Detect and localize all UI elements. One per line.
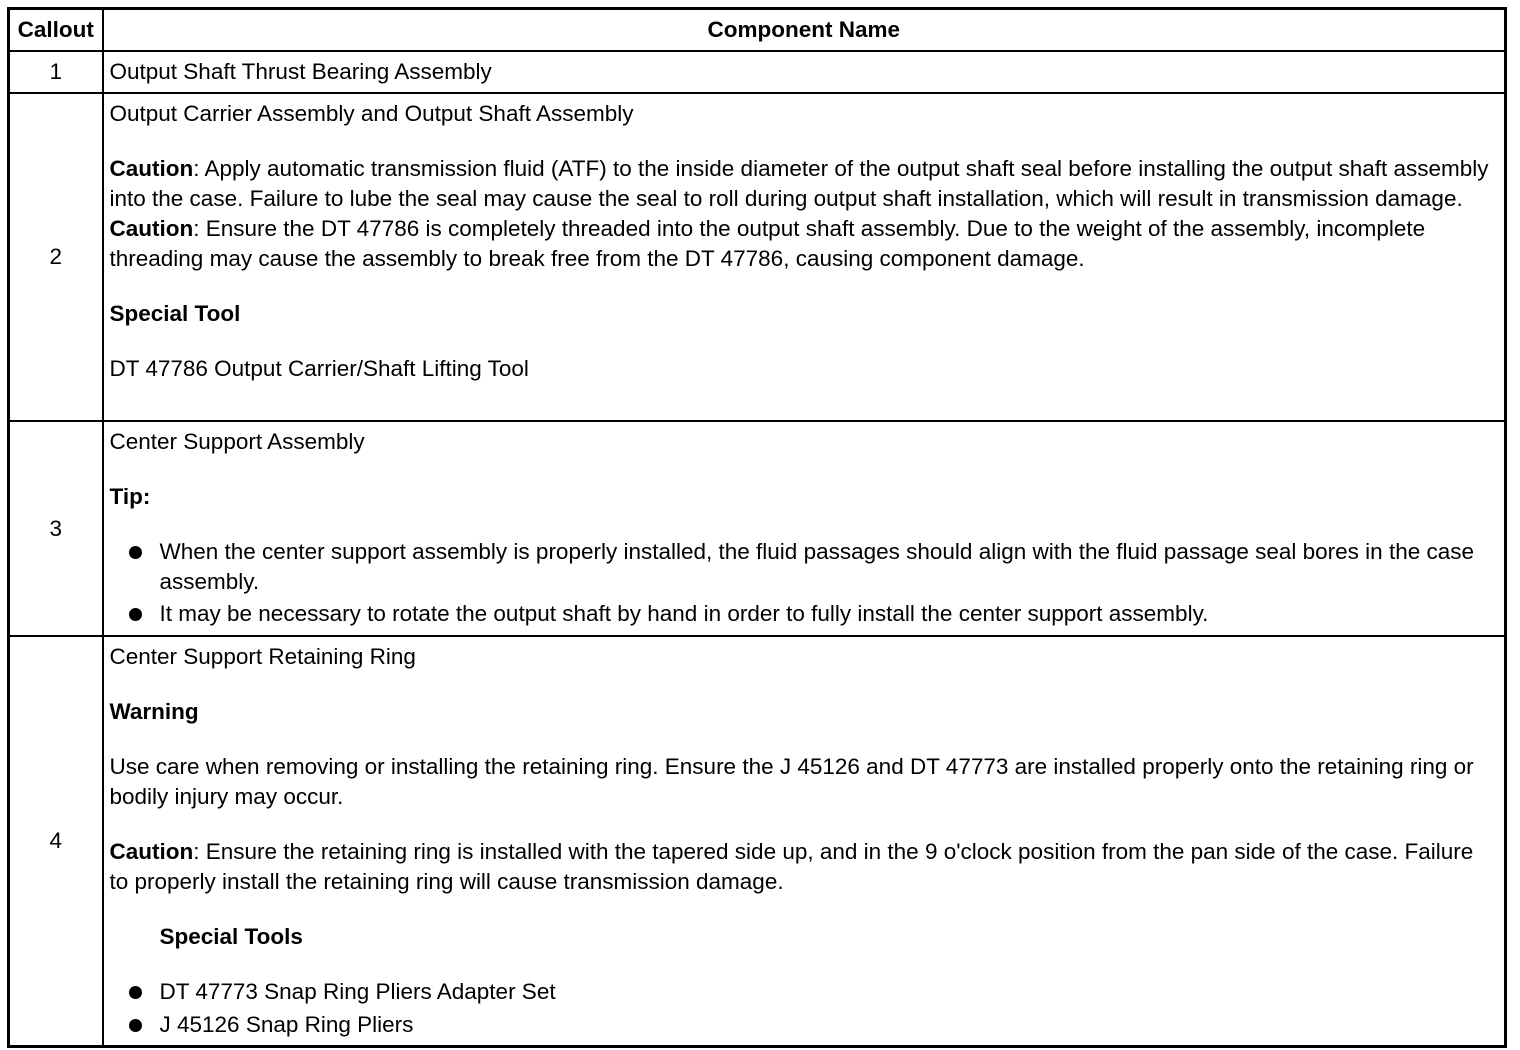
warning-heading: Warning — [109, 699, 199, 724]
caution-note — [110, 154, 1495, 214]
tip-item: It may be necessary to rotate the output shaft by hand in order to fully install the center support assembly. — [110, 599, 1495, 629]
callout-number: 2 — [9, 93, 103, 421]
special-tools-list — [110, 977, 1495, 1040]
special-tool-item: J 45126 Snap Ring Pliers — [110, 1010, 1495, 1040]
caution-text: : Ensure the DT 47786 is completely threaded into the output shaft assembly. Due to the weight of the assembly, incomplete threading may cause the assembly to break free from the DT 47786, causing component damage. — [109, 216, 1426, 271]
header-row — [9, 9, 1506, 52]
table-row — [9, 93, 1506, 421]
caution-label: Caution — [109, 156, 194, 181]
tip-list — [110, 537, 1495, 629]
component-cell — [103, 636, 1506, 1047]
callout-number: 1 — [9, 51, 103, 93]
tip-heading: Tip: — [109, 484, 151, 509]
component-name: Output Shaft Thrust Bearing Assembly — [109, 59, 492, 84]
component-name: Output Carrier Assembly and Output Shaft Assembly — [109, 101, 634, 126]
caution-note — [110, 837, 1495, 897]
special-tool-item: DT 47773 Snap Ring Pliers Adapter Set — [110, 977, 1495, 1007]
table-row — [9, 421, 1506, 636]
caution-label: Caution — [109, 216, 194, 241]
component-name: Center Support Assembly — [109, 429, 365, 454]
caution-text: : Apply automatic transmission fluid (ATF) to the inside diameter of the output shaft seal before installing the output shaft assembly into the case. Failure to lube the seal may cause the seal to roll during output shaft installation, which will result in transmission damage. — [109, 156, 1489, 211]
table-row — [9, 636, 1506, 1047]
component-cell — [103, 51, 1506, 93]
caution-note — [110, 214, 1495, 274]
table-row — [9, 51, 1506, 93]
special-tool-item: DT 47786 Output Carrier/Shaft Lifting Tool — [109, 356, 529, 381]
callout-header: Callout — [9, 9, 103, 52]
caution-label: Caution — [109, 839, 194, 864]
component-cell — [103, 421, 1506, 636]
special-tool-heading: Special Tool — [109, 301, 241, 326]
caution-text: : Ensure the retaining ring is installed with the tapered side up, and in the 9 o'clock position from the pan side of the case. Failure to properly install the retaining ring will cause transmission damage. — [109, 839, 1474, 894]
special-tools-heading: Special Tools — [159, 924, 303, 949]
callout-table — [7, 7, 1507, 1048]
tip-item: When the center support assembly is properly installed, the fluid passages should align with the fluid passage seal bores in the case assembly. — [110, 537, 1495, 597]
component-cell — [103, 93, 1506, 421]
warning-text: Use care when removing or installing the retaining ring. Ensure the J 45126 and DT 47773 are installed properly onto the retaining ring or bodily injury may occur. — [109, 754, 1474, 809]
component-name: Center Support Retaining Ring — [109, 644, 416, 669]
callout-number: 3 — [9, 421, 103, 636]
component-name-header: Component Name — [103, 9, 1506, 52]
callout-number: 4 — [9, 636, 103, 1047]
